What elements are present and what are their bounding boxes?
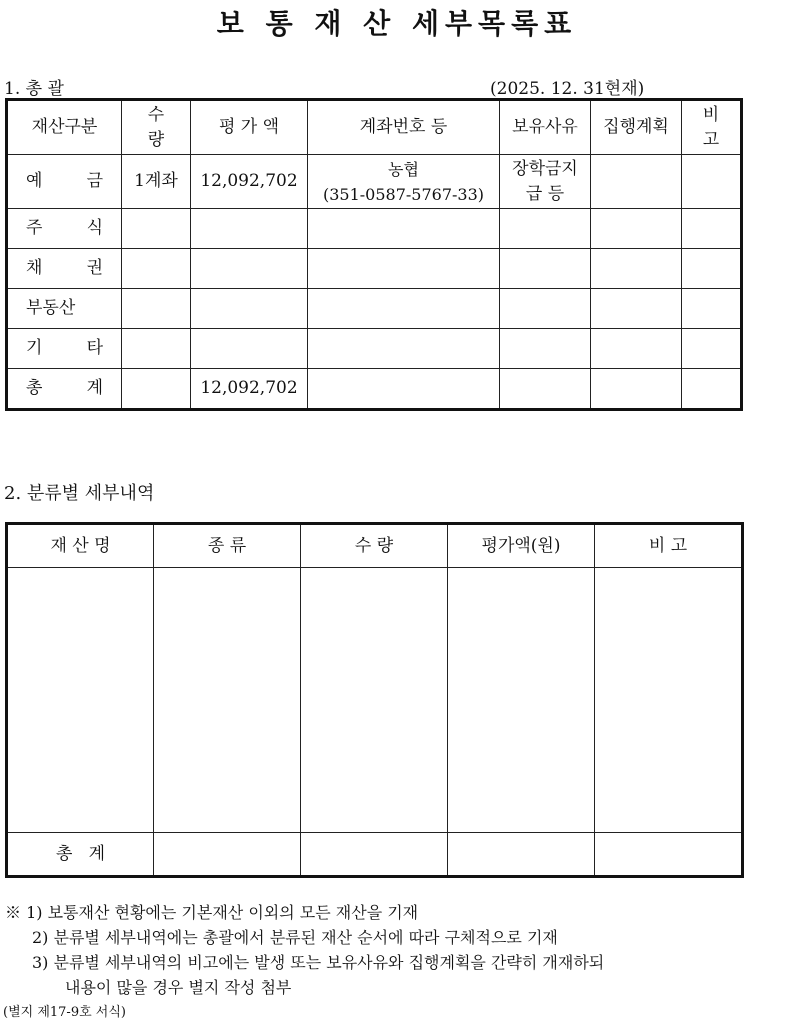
header-note: 비 고 [595, 524, 743, 568]
row-category: 부동산 [7, 289, 122, 329]
table-row [7, 155, 742, 209]
section2-heading: 2. 분류별 세부내역 [4, 483, 155, 504]
row-value: 12,092,702 [191, 155, 308, 209]
row-quantity [122, 249, 191, 289]
header-category: 재산구분 [7, 100, 122, 155]
row-account [308, 249, 500, 289]
header-value-won: 평가액(원) [448, 524, 595, 568]
total-cell [595, 833, 743, 877]
detail-total-row [7, 833, 743, 877]
header-plan: 집행계획 [591, 100, 682, 155]
header-quantity: 수 량 [122, 100, 191, 155]
header-value: 평 가 액 [191, 100, 308, 155]
header-quantity: 수 량 [301, 524, 448, 568]
detail-table [5, 522, 744, 878]
row-quantity: 1계좌 [122, 155, 191, 209]
body-cell [154, 568, 301, 833]
as-of-date: (2025. 12. 31현재) [490, 79, 645, 99]
total-cell [448, 833, 595, 877]
row-note [682, 329, 742, 369]
row-category: 기 타 [7, 329, 122, 369]
row-quantity [122, 369, 191, 410]
row-account [308, 209, 500, 249]
total-cell [154, 833, 301, 877]
row-category: 총 계 [7, 369, 122, 410]
row-value: 12,092,702 [191, 369, 308, 410]
table-row [7, 329, 742, 369]
total-cell [301, 833, 448, 877]
body-cell [448, 568, 595, 833]
body-cell [595, 568, 743, 833]
page-title: 보 통 재 산 세부목록표 [216, 7, 578, 40]
row-account [308, 289, 500, 329]
row-plan [591, 369, 682, 410]
row-note [682, 369, 742, 410]
row-value [191, 209, 308, 249]
section1-heading: 1. 총 괄 [4, 79, 64, 99]
row-reason: 장학금지 급 등 [500, 155, 591, 209]
summary-table [5, 98, 743, 411]
footnote-1: ※ 1) 보통재산 현황에는 기본재산 이외의 모든 재산을 기재 [5, 903, 419, 922]
row-account [308, 369, 500, 410]
header-note: 비 고 [682, 100, 742, 155]
row-note [682, 289, 742, 329]
summary-header-row [7, 100, 742, 155]
body-cell [301, 568, 448, 833]
body-cell [7, 568, 154, 833]
table-row [7, 249, 742, 289]
footnote-3-continued: 내용이 많을 경우 별지 작성 첨부 [65, 978, 292, 997]
row-quantity [122, 329, 191, 369]
row-quantity [122, 289, 191, 329]
detail-body-row [7, 568, 743, 833]
row-plan [591, 155, 682, 209]
row-note [682, 155, 742, 209]
row-reason [500, 249, 591, 289]
header-type: 종 류 [154, 524, 301, 568]
row-value [191, 249, 308, 289]
row-value [191, 289, 308, 329]
header-account: 계좌번호 등 [308, 100, 500, 155]
table-row [7, 209, 742, 249]
row-reason [500, 369, 591, 410]
header-asset-name: 재 산 명 [7, 524, 154, 568]
footnote-3: 3) 분류별 세부내역의 비고에는 발생 또는 보유사유와 집행계획을 간략히 개재하되 [32, 953, 605, 972]
row-reason [500, 329, 591, 369]
row-reason [500, 289, 591, 329]
footnote-2: 2) 분류별 세부내역에는 총괄에서 분류된 재산 순서에 따라 구체적으로 기재 [32, 928, 558, 947]
section1-header [4, 74, 744, 98]
row-quantity [122, 209, 191, 249]
total-row [7, 369, 742, 410]
row-note [682, 209, 742, 249]
table-row [7, 289, 742, 329]
total-label: 총 계 [7, 833, 154, 877]
row-category: 예 금 [7, 155, 122, 209]
row-plan [591, 209, 682, 249]
header-reason: 보유사유 [500, 100, 591, 155]
row-category: 주 식 [7, 209, 122, 249]
row-account: 농협 (351-0587-5767-33) [308, 155, 500, 209]
footnotes [5, 900, 794, 1000]
form-identifier: (별지 제17-9호 서식) [3, 1005, 126, 1020]
row-plan [591, 249, 682, 289]
row-account [308, 329, 500, 369]
row-reason [500, 209, 591, 249]
row-note [682, 249, 742, 289]
row-category: 채 권 [7, 249, 122, 289]
row-plan [591, 329, 682, 369]
detail-header-row [7, 524, 743, 568]
row-plan [591, 289, 682, 329]
row-value [191, 329, 308, 369]
